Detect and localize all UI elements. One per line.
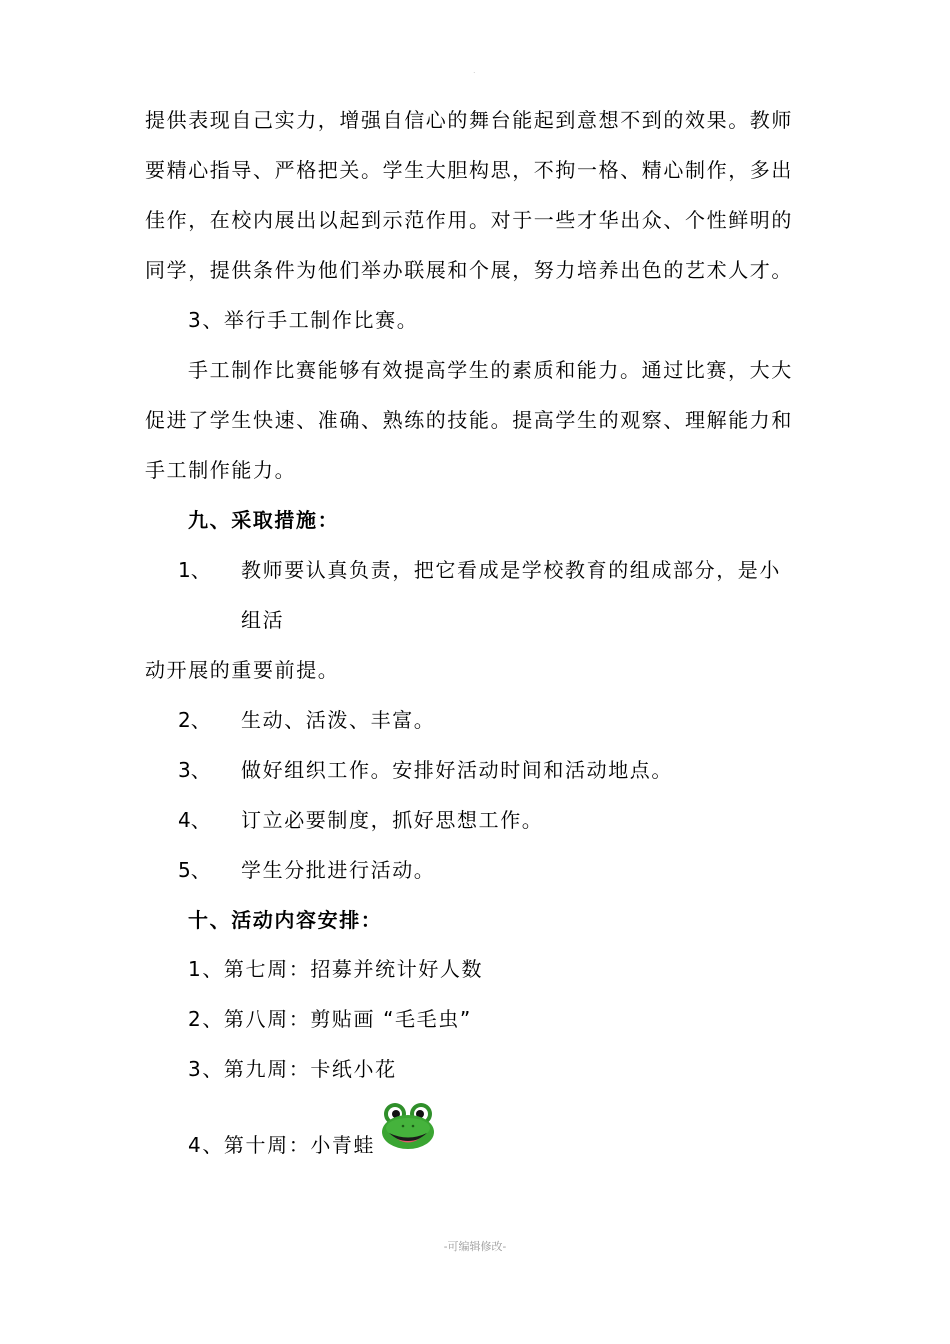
paragraph-line: 促进了学生快速、准确、熟练的技能。提高学生的观察、理解能力和 [145,408,793,432]
paragraph-line: 提供表现自己实力，增强自信心的舞台能起到意想不到的效果。教师 [145,108,793,132]
list-item-number: 4、 [178,808,211,832]
paragraph-line: 同学，提供条件为他们举办联展和个展，努力培养出色的艺术人才。 [145,258,793,282]
frog-icon [381,1102,435,1150]
list-item-text-continued: 组活 [241,608,285,632]
list-item-text: 生动、活泼、丰富。 [241,708,436,732]
list-item-text-continued: 动开展的重要前提。 [145,658,340,682]
section-heading: 九、采取措施： [188,508,340,532]
schedule-item: 2、第八周：剪贴画 “毛毛虫” [188,1007,472,1031]
subsection-title: 3、举行手工制作比赛。 [188,308,419,332]
list-item-text: 订立必要制度，抓好思想工作。 [241,808,544,832]
list-item-text: 做好组织工作。安排好活动时间和活动地点。 [241,758,673,782]
paragraph-line: 佳作，在校内展出以起到示范作用。对于一些才华出众、个性鲜明的 [145,208,793,232]
section-heading: 十、活动内容安排： [188,908,383,932]
list-item-number: 5、 [178,858,211,882]
header-mark: . [473,66,476,75]
list-item-number: 3、 [178,758,211,782]
list-item-number: 2、 [178,708,211,732]
schedule-item: 3、第九周：卡纸小花 [188,1057,397,1081]
list-item-text: 教师要认真负责，把它看成是学校教育的组成部分，是小 [241,558,781,582]
list-item-text: 学生分批进行活动。 [241,858,436,882]
schedule-item: 1、第七周：招募并统计好人数 [188,957,484,981]
paragraph-line: 要精心指导、严格把关。学生大胆构思，不拘一格、精心制作，多出 [145,158,793,182]
paragraph-line: 手工制作比赛能够有效提高学生的素质和能力。通过比赛，大大 [188,358,793,382]
schedule-item: 4、第十周：小青蛙 [188,1133,376,1157]
paragraph-line: 手工制作能力。 [145,458,297,482]
page-footer: -可编辑修改- [443,1240,507,1253]
list-item-number: 1、 [178,558,211,582]
